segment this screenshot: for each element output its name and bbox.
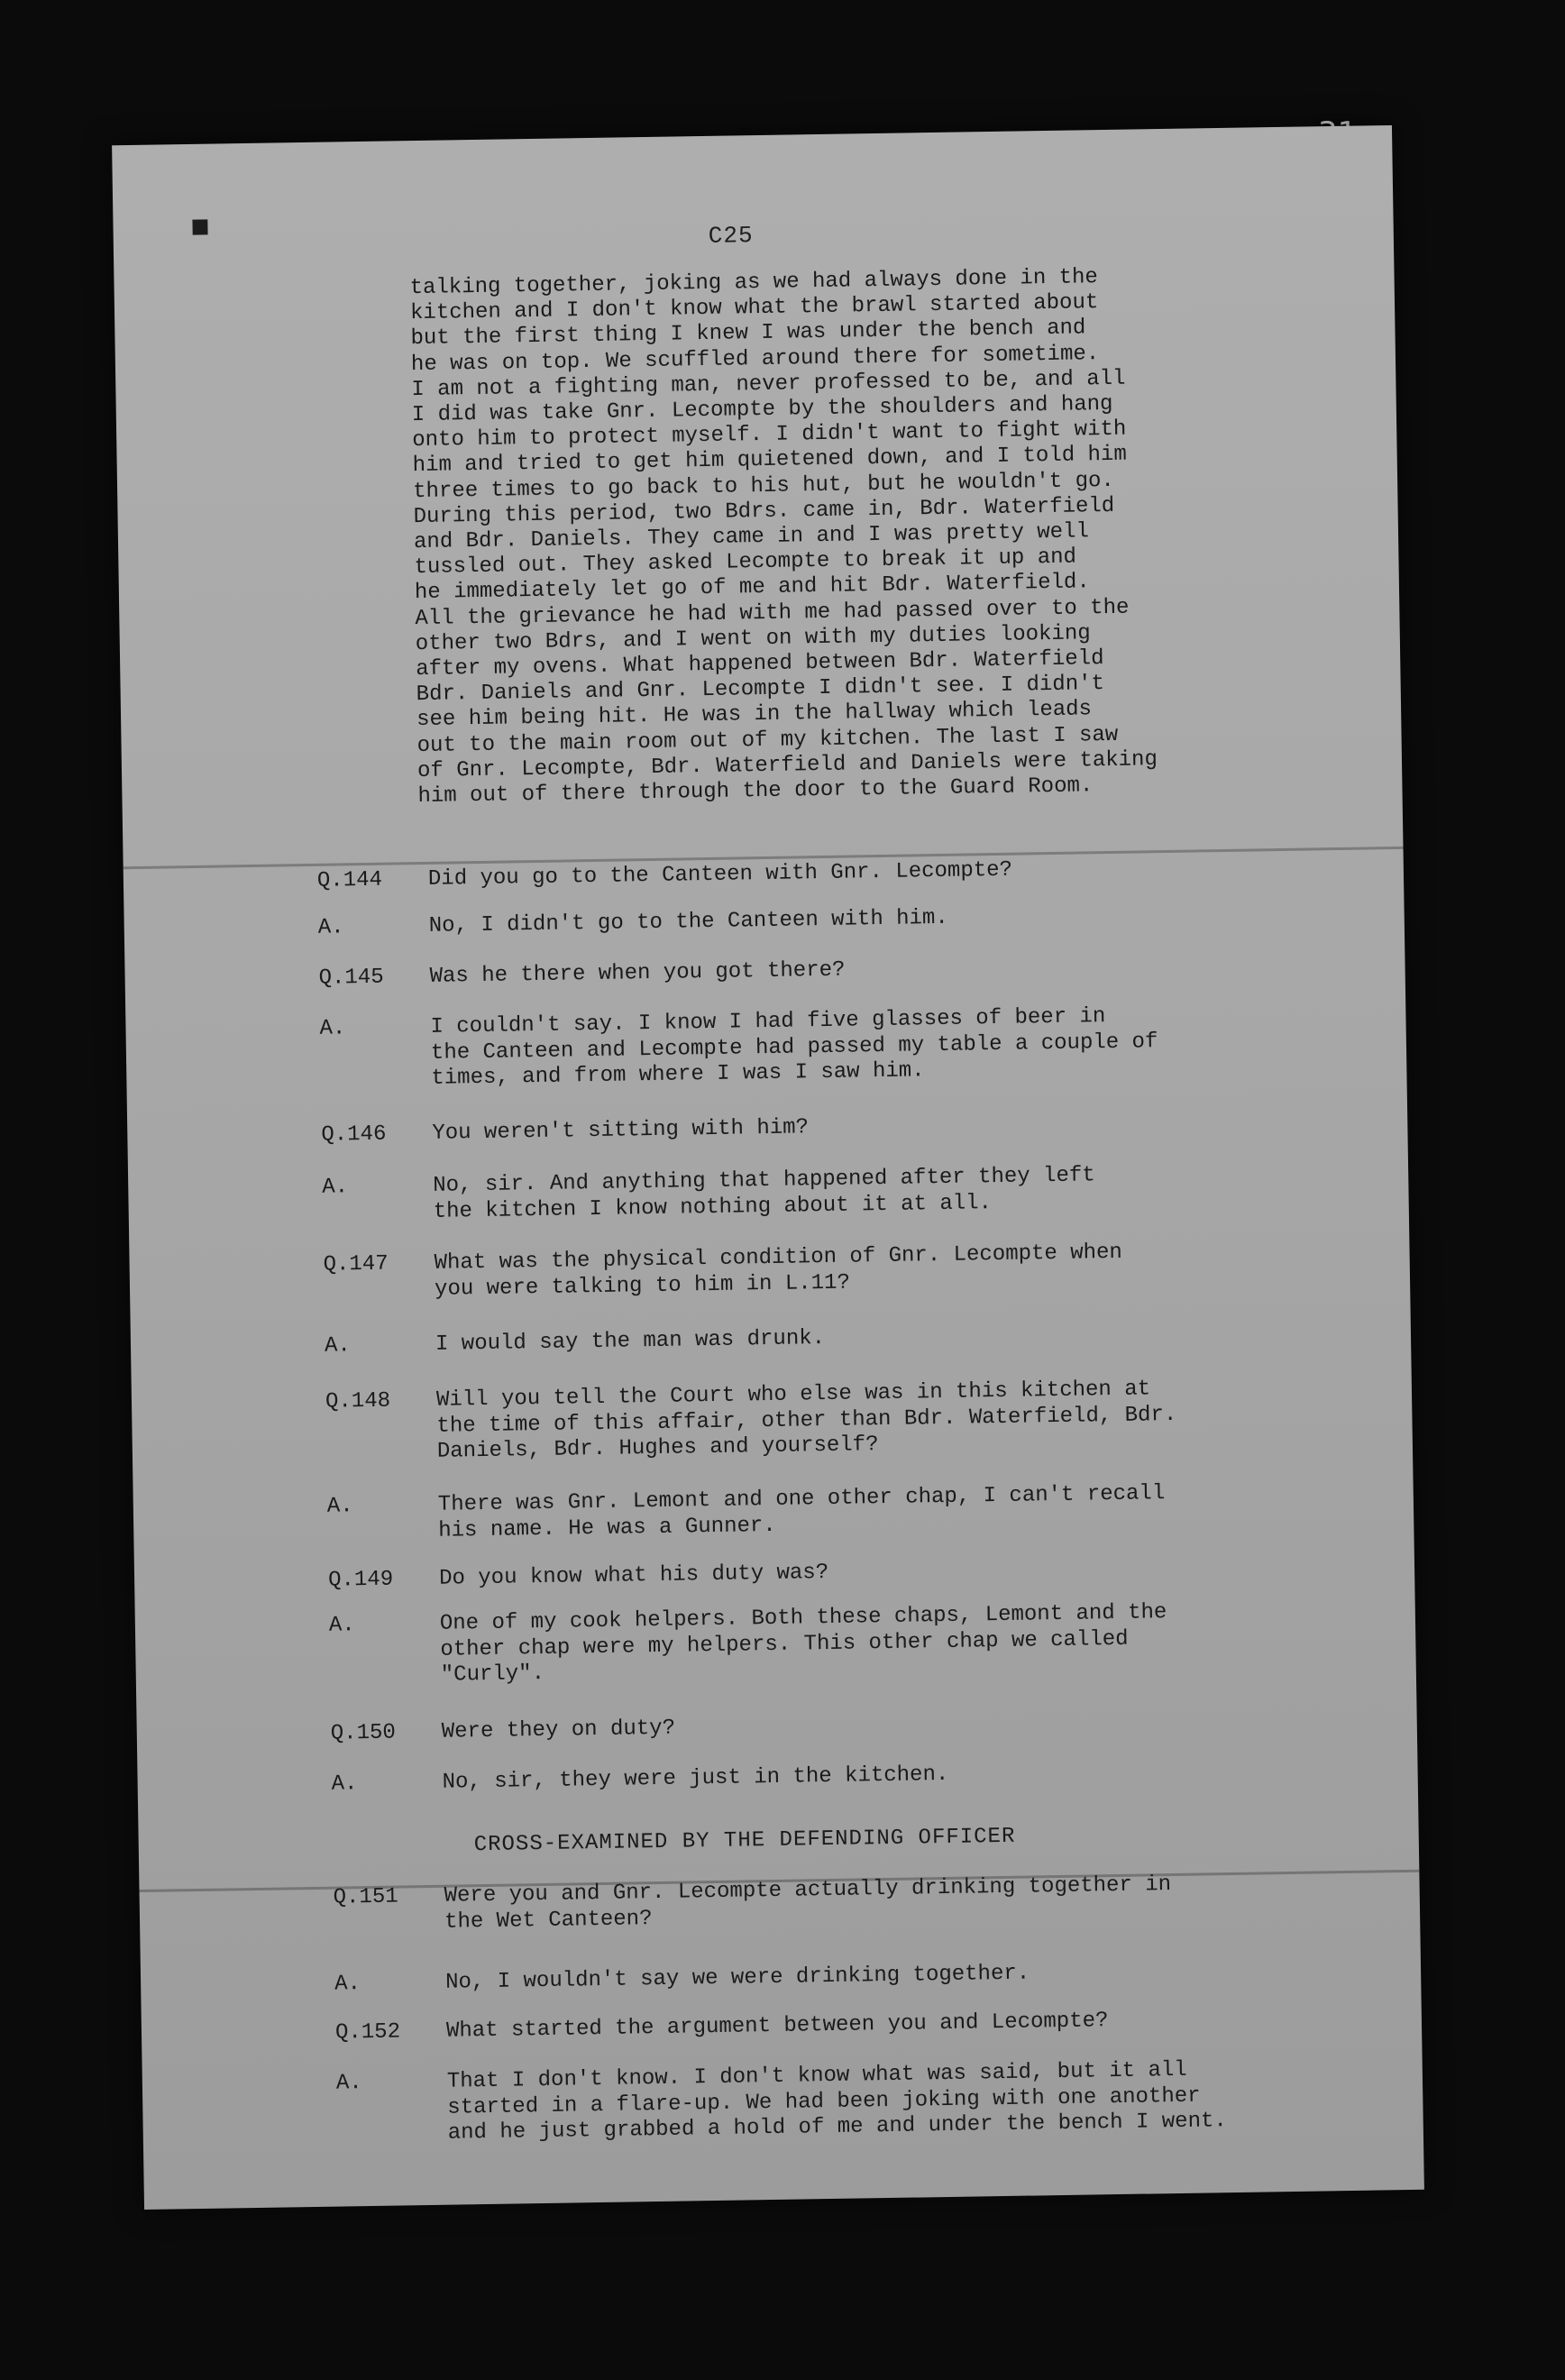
answer-text: No, I wouldn't say we were drinking together. bbox=[444, 1961, 1030, 1995]
question-label: Q.152 bbox=[334, 2019, 401, 2046]
answer-label: A. bbox=[335, 2071, 362, 2096]
answer-text: That I don't know. I don't know what was said, but it all started in a flare-up. We had been joking with one another and he just grabbed a hold of me and under the bench I went. bbox=[446, 2057, 1228, 2146]
qa-item bbox=[124, 949, 1405, 991]
question-text: Do you know what his duty was? bbox=[438, 1561, 829, 1591]
answer-text: I couldn't say. I know I had five glasses of beer in the Canteen and Lecompte had passed my table a couple of times, and from where I was I saw him. bbox=[430, 1004, 1158, 1091]
answer-text: No, I didn't go to the Canteen with him. bbox=[428, 905, 948, 938]
qa-item bbox=[134, 1552, 1414, 1593]
qa-item bbox=[131, 1317, 1411, 1359]
question-text: You weren't sitting with him? bbox=[432, 1115, 810, 1146]
answer-label: A. bbox=[328, 1613, 355, 1638]
question-label: Q.150 bbox=[330, 1720, 397, 1746]
answer-label: A. bbox=[317, 915, 344, 940]
qa-item bbox=[124, 899, 1405, 940]
qa-item bbox=[127, 1106, 1407, 1148]
qa-item bbox=[128, 1158, 1408, 1224]
question-label: Q.149 bbox=[327, 1567, 394, 1593]
question-text: Will you tell the Court who else was in this kitchen at the time of this affair, other than Bdr. Waterfield, Bdr. Daniels, Bdr. Hughes and yourself? bbox=[435, 1377, 1177, 1464]
answer-label: A. bbox=[334, 1972, 362, 1997]
qa-item bbox=[132, 1373, 1412, 1464]
answer-text: There was Gnr. Lemont and one other chap, I can't recall his name. He was a Gunner. bbox=[437, 1481, 1166, 1543]
question-text: What started the argument between you and Lecompte? bbox=[445, 2009, 1109, 2044]
question-text: Were they on duty? bbox=[441, 1716, 676, 1744]
document-page bbox=[112, 125, 1424, 2210]
question-text: Were you and Gnr. Lecompte actually drinking together in the Wet Canteen? bbox=[444, 1872, 1172, 1935]
qa-item bbox=[124, 852, 1404, 893]
answer-label: A. bbox=[324, 1333, 352, 1359]
answer-label: A. bbox=[331, 1771, 358, 1797]
answer-text: One of my cook helpers. Both these chaps, Lemont and the other chap were my helpers. This other chap we called "Curly". bbox=[439, 1600, 1167, 1688]
qa-item bbox=[135, 1597, 1415, 1688]
question-label: Q.144 bbox=[316, 867, 383, 893]
answer-text: No, sir. And anything that happened after they left the kitchen I know nothing about it at all. bbox=[433, 1163, 1095, 1224]
answer-label: A. bbox=[322, 1175, 349, 1200]
question-text: Did you go to the Canteen with Gnr. Lecompte? bbox=[427, 857, 1013, 892]
qa-item bbox=[142, 2055, 1423, 2146]
punch-mark: ▪ bbox=[189, 206, 211, 243]
cross-examination-heading: CROSS-EXAMINED BY THE DEFENDING OFFICER bbox=[473, 1824, 1016, 1858]
testimony-paragraph: talking together, joking as we had always done in the kitchen and I don't know what the brawl started about but the first thing I knew I was under the bench and he was on top. We scuffled around there for sometime. I am not a fighting man, never professed to be, and all I did was take Gnr. Lecompte by the shoulders and hang onto him to protect myself. I didn't want to fight with him and tried to get him quietened down, and I told him three times to go back to his hut, but he wouldn't go. During this period, two Bdrs. came in, Bdr. Waterfield and Bdr. Daniels. They came in and I was pretty well tussled out. They asked Lecompte to break it up and he immediately let go of me and hit Bdr. Waterfield. All the grievance he had with me had passed over to the other two Bdrs, and I went on with my duties looking after my ovens. What happened between Bdr. Waterfield Bdr. Daniels and Gnr. Lecompte I didn't see. I didn't see him being hit. He was in the hallway which leads out to the main room out of my kitchen. The last I saw of Gnr. Lecompte, Bdr. Waterfield and Daniels were taking him out of there through the door to the Guard Room. bbox=[409, 265, 1158, 810]
question-label: Q.151 bbox=[333, 1884, 398, 1910]
qa-item bbox=[141, 1955, 1421, 1997]
qa-item bbox=[137, 1705, 1417, 1746]
question-label: Q.148 bbox=[325, 1388, 391, 1414]
qa-item bbox=[138, 1755, 1418, 1797]
question-label: Q.146 bbox=[321, 1121, 387, 1148]
qa-item bbox=[129, 1236, 1409, 1302]
qa-item bbox=[133, 1478, 1414, 1543]
question-text: Was he there when you got there? bbox=[429, 957, 846, 989]
answer-label: A. bbox=[326, 1494, 353, 1519]
qa-item bbox=[142, 2004, 1422, 2046]
question-text: What was the physical condition of Gnr. Lecompte when you were talking to him in L.11? bbox=[434, 1240, 1123, 1302]
answer-text: No, sir, they were just in the kitchen. bbox=[442, 1762, 949, 1795]
qa-item bbox=[125, 1000, 1405, 1091]
question-label: Q.147 bbox=[323, 1251, 389, 1277]
page-number: C25 bbox=[708, 222, 754, 250]
answer-text: I would say the man was drunk. bbox=[435, 1326, 826, 1357]
question-label: Q.145 bbox=[318, 965, 384, 991]
answer-label: A. bbox=[319, 1016, 346, 1041]
